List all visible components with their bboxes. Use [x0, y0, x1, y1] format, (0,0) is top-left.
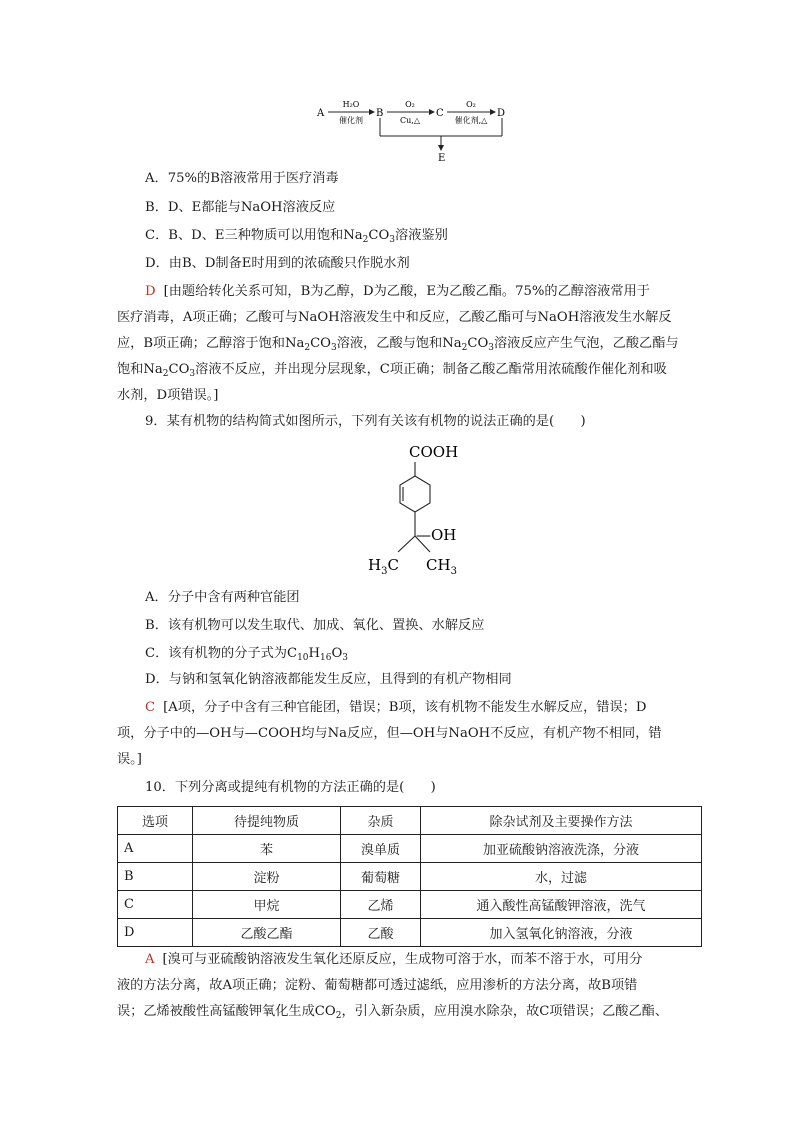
- table-cell: 乙烯: [341, 891, 421, 919]
- table-cell: 甲烷: [193, 891, 341, 919]
- q9-option-b: B．该有机物可以发生取代、加成、氧化、置换、水解反应: [145, 618, 485, 633]
- bond-c-ch3-left: [398, 536, 415, 552]
- q8-option-a: A．75%的B溶液常用于医疗消毒: [145, 171, 339, 186]
- ch3-label: $CH_3$: [426, 556, 457, 577]
- table-row: [118, 891, 702, 919]
- q9-analysis-line1: C [A项，分子中含有三种官能团，错误；B项，该有机物不能发生水解反应，错误；D: [145, 700, 647, 715]
- step3-condition: 催化剂,△: [454, 116, 488, 125]
- compound-e: E: [438, 153, 446, 164]
- table-cell: B: [118, 863, 193, 891]
- table-cell: 乙酸乙酯: [193, 919, 341, 947]
- q9-option-a: A．分子中含有两种官能团: [145, 590, 300, 605]
- table-cell: 乙酸: [341, 919, 421, 947]
- q9-stem: 9．某有机物的结构简式如图所示，下列有关该有机物的说法正确的是( ): [145, 414, 586, 429]
- cyclohexene-ring: [400, 476, 430, 512]
- q10-table: [117, 806, 702, 947]
- table-row: [118, 863, 702, 891]
- q10-analysis-line3: 误；乙烯被酸性高锰酸钾氧化生成$CO_2$，引入新杂质，应用溴水除杂，故C项错误；乙酸乙酯、: [117, 1004, 669, 1021]
- table-cell: 溴单质: [341, 835, 421, 863]
- q9-option-c: C．该有机物的分子式为$C_{10}H_{16}O_3$: [145, 646, 349, 663]
- table-cell: C: [118, 891, 193, 919]
- h3c-label: $H_3C$: [368, 556, 399, 577]
- compound-c: C: [436, 108, 444, 119]
- q8-analysis-line2: 医疗消毒，A项正确；乙酸可与NaOH溶液发生中和反应，乙酸乙酯可与NaOH溶液发生水解反: [117, 310, 672, 325]
- table-cell: 葡萄糖: [341, 863, 421, 891]
- step1-condition: 催化剂: [339, 116, 363, 125]
- q8-analysis-line3: 应，B项正确；乙醇溶于饱和$Na_2CO_3$溶液，乙酸与饱和$Na_2CO_3$溶液反应产生气泡，乙酸乙酯与: [117, 336, 679, 353]
- q9-option-d: D．与钠和氢氧化钠溶液都能发生反应，且得到的有机产物相同: [145, 672, 512, 687]
- table-cell: 加亚硫酸钠溶液洗涤，分液: [421, 835, 702, 863]
- compound-d: D: [497, 108, 506, 119]
- table-cell: 苯: [193, 835, 341, 863]
- table-cell: A: [118, 835, 193, 863]
- table-header-row: [118, 807, 702, 835]
- table-header: 除杂试剂及主要操作方法: [421, 807, 702, 835]
- q10-analysis-line2: 液的方法分离，故A项正确；淀粉、葡萄糖都可透过滤纸，应用渗析的方法分离，故B项错: [117, 978, 638, 993]
- cooh-label: COOH: [409, 443, 459, 461]
- table-cell: D: [118, 919, 193, 947]
- table-header: 杂质: [341, 807, 421, 835]
- q8-option-d: D．由B、D制备E时用到的浓硫酸只作脱水剂: [145, 256, 410, 271]
- q9-structure: [360, 442, 470, 582]
- q10-answer: A: [145, 952, 155, 967]
- q9-answer: C: [145, 700, 156, 715]
- table-header: 待提纯物质: [193, 807, 341, 835]
- q8-analysis-line1: D [由题给转化关系可知，B为乙醇，D为乙酸，E为乙酸乙酯。75%的乙醇溶液常用于: [145, 284, 650, 299]
- q9-analysis-line3: 误。]: [117, 752, 142, 767]
- q8-analysis-line4: 饱和$Na_2CO_3$溶液不反应，并出现分层现象，C项正确；制备乙酸乙酯常用浓硫酸作催化剂和吸: [117, 362, 667, 379]
- q8-analysis-line5: 水剂，D项错误。]: [117, 388, 219, 403]
- table-cell: 水，过滤: [421, 863, 702, 891]
- oh-label: —OH: [416, 526, 457, 544]
- compound-b: B: [376, 108, 384, 119]
- reaction-scheme: [314, 95, 514, 165]
- q8-option-c: C．B、D、E三种物质可以用饱和$Na_2CO_3$溶液鉴别: [145, 228, 448, 245]
- table-row: [118, 919, 702, 947]
- step3-reagent: O₂: [466, 100, 476, 109]
- q10-stem: 10．下列分离或提纯有机物的方法正确的是( ): [145, 780, 436, 795]
- step2-condition: Cu,△: [400, 116, 420, 125]
- table-row: [118, 835, 702, 863]
- table-cell: 淀粉: [193, 863, 341, 891]
- compound-a: A: [317, 108, 325, 119]
- table-header: 选项: [118, 807, 193, 835]
- q9-analysis-line2: 项，分子中的—OH与—COOH均与Na反应，但—OH与NaOH不反应，有机产物不相同，错: [117, 726, 662, 741]
- q8-answer: D: [145, 284, 156, 299]
- q10-analysis-line1: A [溴可与亚硫酸钠溶液发生氧化还原反应，生成物可溶于水，而苯不溶于水，可用分: [145, 952, 643, 967]
- step2-reagent: O₂: [405, 100, 415, 109]
- table-cell: 通入酸性高锰酸钾溶液，洗气: [421, 891, 702, 919]
- table-cell: 加入氢氧化钠溶液，分液: [421, 919, 702, 947]
- q8-option-b: B．D、E都能与NaOH溶液反应: [145, 200, 336, 215]
- step1-reagent: H₂O: [342, 100, 360, 109]
